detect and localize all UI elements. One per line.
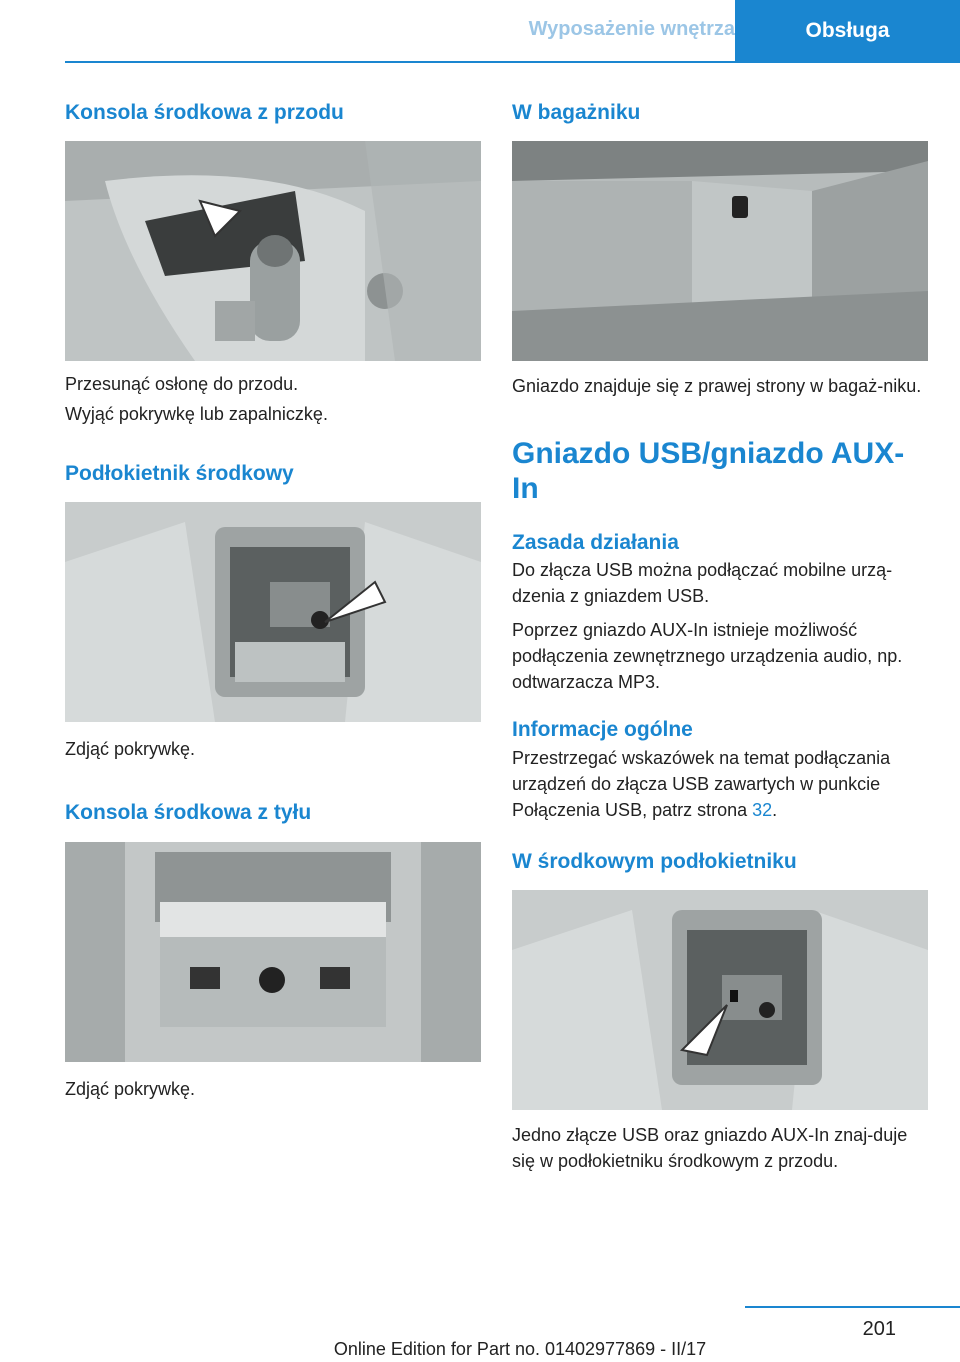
general-info-heading: Informacje ogólne xyxy=(512,718,693,742)
front-console-heading: Konsola środkowa z przodu xyxy=(65,101,344,124)
page-header xyxy=(65,0,960,62)
principle-text-1: Do złącza USB można podłączać mobilne urzą-dzenia z gniazdem USB. xyxy=(512,560,893,607)
trunk-photo xyxy=(512,141,928,361)
rear-console-heading: Konsola środkowa z tyłu xyxy=(65,801,312,825)
section-label: Wyposażenie wnętrza xyxy=(528,18,735,40)
rear-console-photo xyxy=(65,842,481,1062)
principle-heading: Zasada działania xyxy=(512,531,679,555)
trunk-heading: W bagażniku xyxy=(512,101,641,124)
principle-text-2: Poprzez gniazdo AUX-In istnieje możliwość podłączenia zewnętrznego urządzenia audio, np. odtwarzacza MP3. xyxy=(512,620,903,693)
armrest-heading: Podłokietnik środkowy xyxy=(65,462,294,486)
general-info-text: Przestrzegać wskazówek na temat podłączania urządzeń do złącza USB zawartych w punkcie Połączenia USB, patrz strona 32. xyxy=(512,747,891,820)
armrest-usb-text: Jedno złącze USB oraz gniazdo AUX-In znaj-duje się w podłokietniku środkowym z przodu. xyxy=(512,1124,908,1171)
front-console-step-1: Przesunąć osłonę do przodu. xyxy=(65,374,299,395)
right-column xyxy=(512,100,928,1174)
footer-rule xyxy=(745,1306,960,1308)
armrest-step: Zdjąć pokrywkę. xyxy=(65,739,196,760)
page-link[interactable]: 32 xyxy=(752,799,773,820)
front-console-photo xyxy=(65,141,481,361)
edition-label: Online Edition for Part no. 01402977869 - II/17 xyxy=(333,1339,707,1359)
page-number: 201 xyxy=(862,1318,896,1340)
trunk-text: Gniazdo znajduje się z prawej strony w bagaż-niku. xyxy=(512,376,922,397)
armrest-usb-photo xyxy=(512,890,928,1110)
left-column xyxy=(65,100,481,1102)
rear-console-step: Zdjąć pokrywkę. xyxy=(65,1078,196,1099)
header-rule xyxy=(65,61,960,63)
armrest-usb-heading: W środkowym podłokietniku xyxy=(512,849,797,873)
usb-section-title: Gniazdo USB/gniazdo AUX-In xyxy=(512,437,905,505)
armrest-photo xyxy=(65,502,481,722)
active-tab: Obsługa xyxy=(735,0,960,62)
front-console-step-2: Wyjąć pokrywkę lub zapalniczkę. xyxy=(65,404,328,425)
